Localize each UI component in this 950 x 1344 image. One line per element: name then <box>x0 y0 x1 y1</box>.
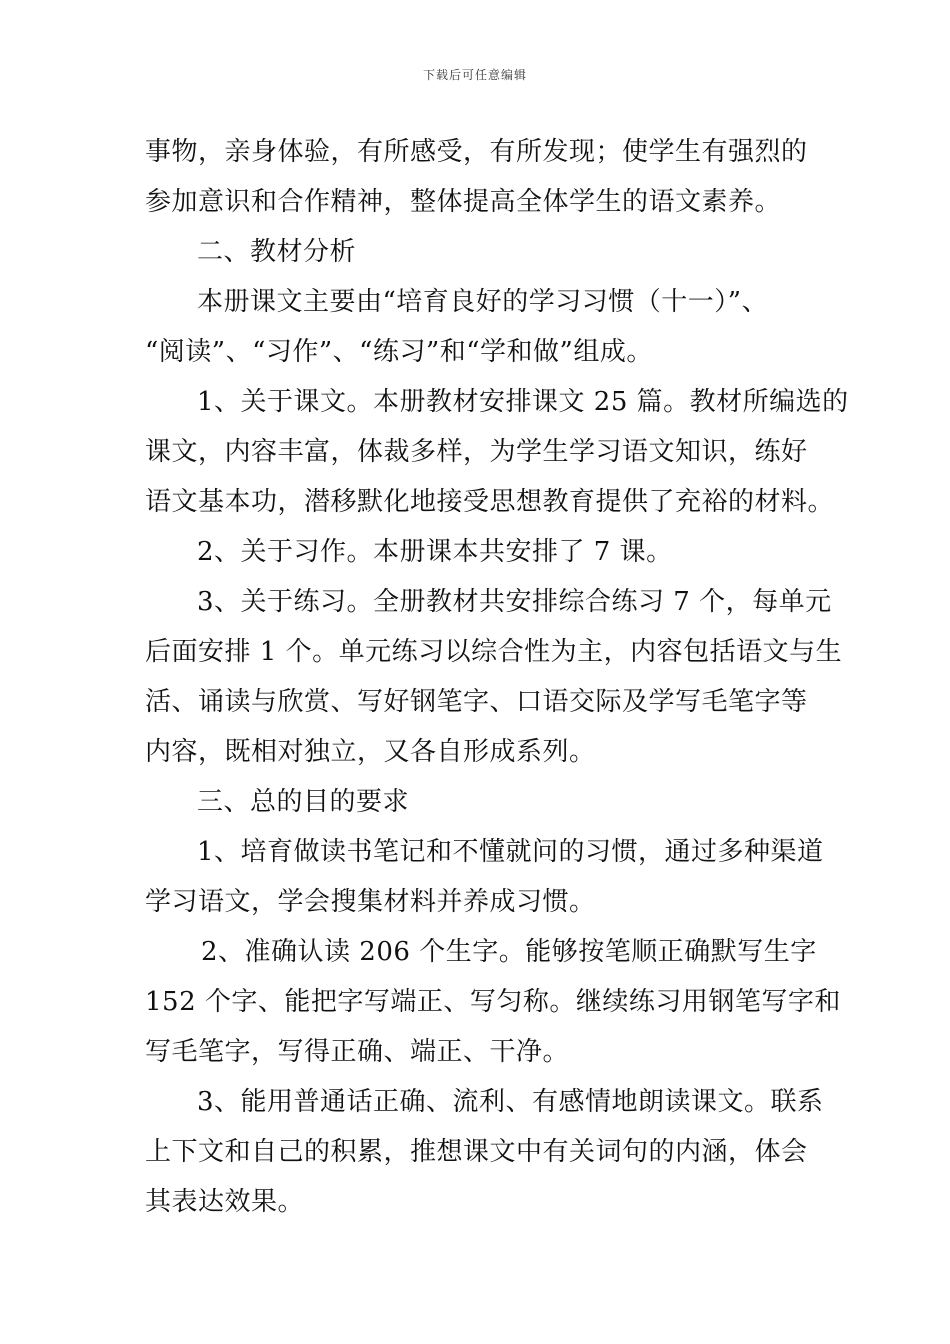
text-line: 1、培育做读书笔记和不懂就问的习惯，通过多种渠道 <box>197 837 824 867</box>
text-line: 其表达效果。 <box>145 1187 305 1217</box>
text-line: 活、诵读与欣赏、写好钢笔字、口语交际及学写毛笔字等 <box>145 687 808 717</box>
text-line: 课文，内容丰富，体裁多样，为学生学习语文知识，练好 <box>145 437 808 467</box>
text-line: 参加意识和合作精神，整体提高全体学生的语文素养。 <box>145 187 782 217</box>
text-line: 2、准确认读 206 个生字。能够按笔顺正确默写生字 <box>201 937 817 967</box>
text-line: 3、能用普通话正确、流利、有感情地朗读课文。联系 <box>197 1087 824 1117</box>
section-heading: 二、教材分析 <box>197 237 357 267</box>
text-line: 1、关于课文。本册教材安排课文 25 篇。教材所编选的 <box>197 387 849 417</box>
text-line: 写毛笔字，写得正确、端正、干净。 <box>145 1037 570 1067</box>
text-line: 3、关于练习。全册教材共安排综合练习 7 个，每单元 <box>197 587 832 617</box>
text-line: 上下文和自己的积累，推想课文中有关词句的内涵，体会 <box>145 1137 808 1167</box>
text-line: 语文基本功，潜移默化地接受思想教育提供了充裕的材料。 <box>145 487 835 517</box>
text-line: 152 个字、能把字写端正、写匀称。继续练习用钢笔写字和 <box>145 987 841 1017</box>
text-line: “阅读”、“习作”、“练习”和“学和做”组成。 <box>145 337 653 367</box>
text-line: 后面安排 1 个。单元练习以综合性为主，内容包括语文与生 <box>145 637 843 667</box>
text-line: 学习语文，学会搜集材料并养成习惯。 <box>145 887 596 917</box>
text-line: 事物，亲身体验，有所感受，有所发现；使学生有强烈的 <box>145 137 808 167</box>
page-header: 下载后可任意编辑 <box>422 68 527 82</box>
text-line: 2、关于习作。本册课本共安排了 7 课。 <box>197 537 673 567</box>
text-line: 内容，既相对独立，又各自形成系列。 <box>145 737 596 767</box>
document-body <box>145 127 849 1227</box>
section-heading: 三、总的目的要求 <box>197 787 410 817</box>
text-line: 本册课文主要由“培育良好的学习习惯（十一）”、 <box>197 287 769 317</box>
